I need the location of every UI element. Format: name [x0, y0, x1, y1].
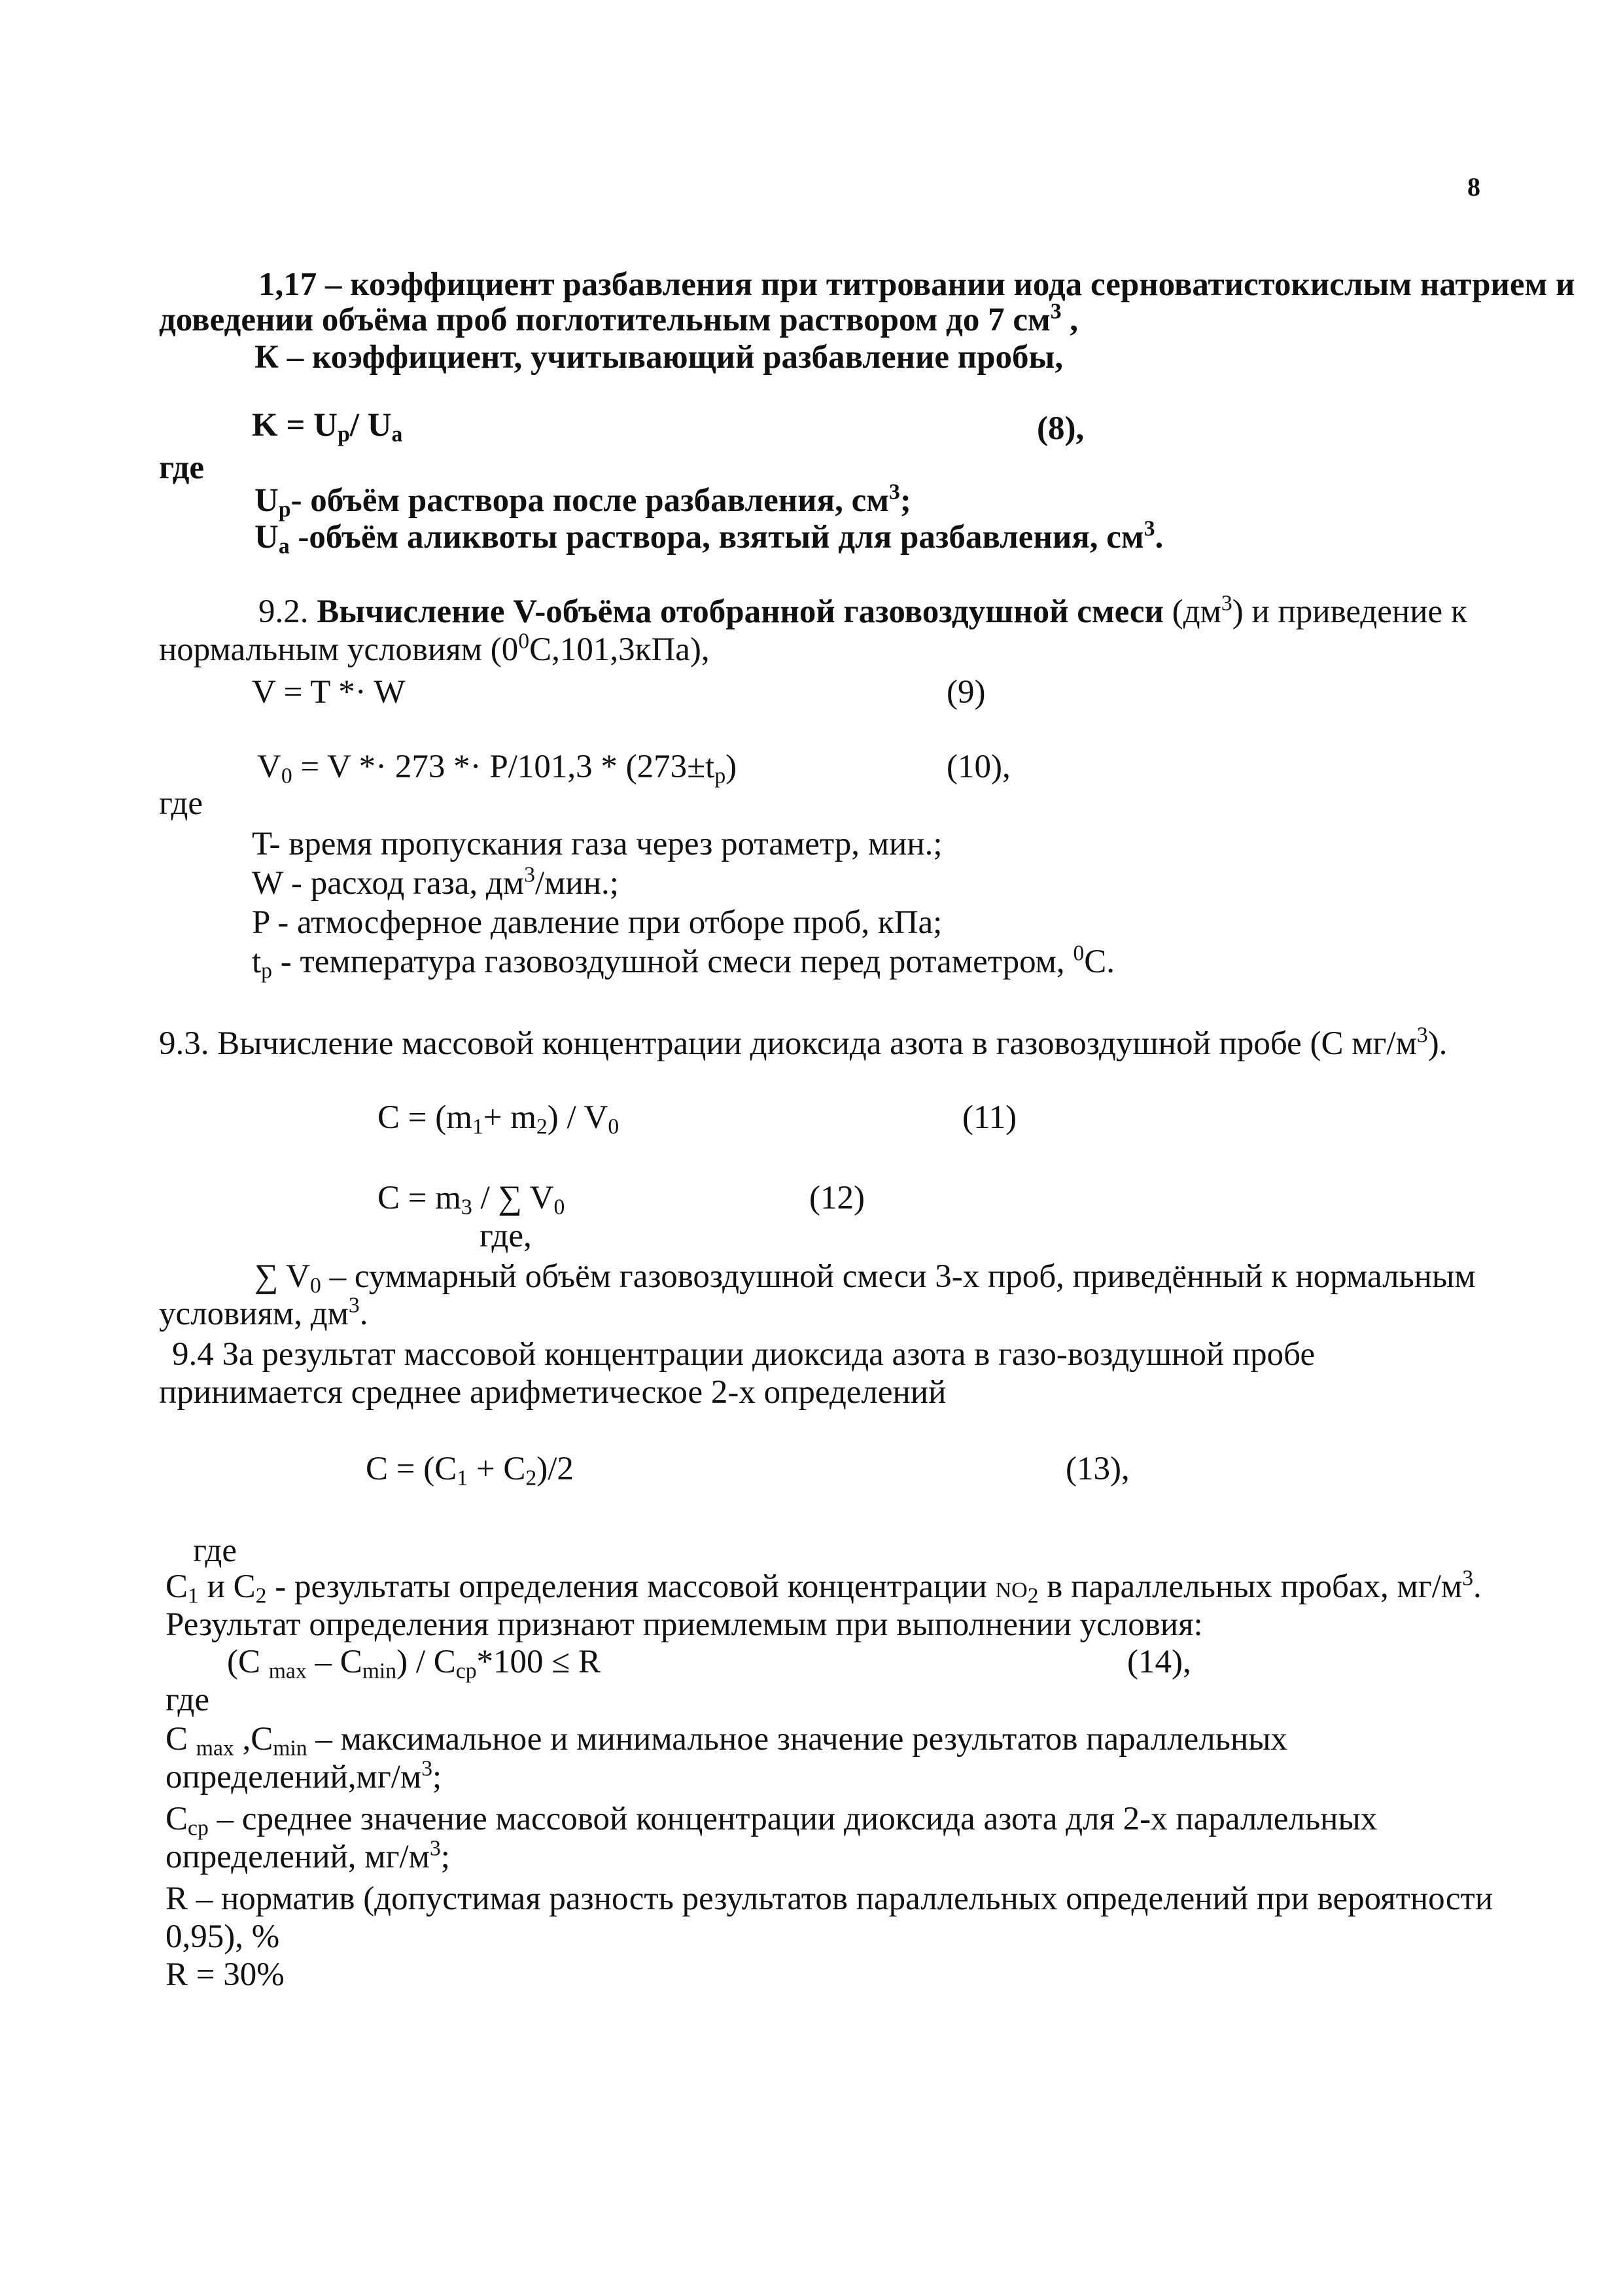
paragraph-line: Результат определения признают приемлемым при выполнении условия:	[166, 1606, 1203, 1643]
definition-tp: $t_p$ - температура газовоздушной смеси перед ротаметром, $^0$С.	[252, 941, 1115, 983]
formula-14: (C $_{max} - C_{min}) / C_{cp}*100 \le R$	[227, 1644, 601, 1684]
paragraph-line: 0,95), %	[166, 1918, 280, 1955]
definition-r: R – норматив (допустимая разность результатов параллельных определений при вероятности	[166, 1881, 1493, 1917]
formula-11-number: (11)	[962, 1099, 1017, 1136]
paragraph-line: принимается среднее арифметическое 2-х определений	[159, 1374, 947, 1411]
paragraph-line: $определений,мг/м^3$;	[166, 1756, 442, 1795]
formula-12: $C = m_3$ / ∑ $V_0$	[377, 1180, 565, 1220]
definition-ccp: $C_{cp}$ – среднее значение массовой концентрации диоксида азота для 2-х параллельных	[166, 1801, 1378, 1841]
page-number: 8	[1467, 172, 1480, 202]
section-9-3-heading: 9.3. Вычисление массовой концентрации диоксида азота в газовоздушной пробе (С $мг/м^3$).	[159, 1023, 1448, 1062]
formula-13: $C = (C_1 + C_2)/2$	[366, 1451, 574, 1491]
coefficient-k-definition: К – коэффициент, учитывающий разбавление пробы,	[254, 339, 1064, 376]
where-label: где,	[480, 1218, 532, 1254]
formula-9-number: (9)	[947, 674, 986, 711]
definition-sum-v0: ∑ $V_0$ – суммарный объём газовоздушной смеси 3-х проб, приведённый к нормальным	[254, 1258, 1476, 1298]
definition-ua: $U_a$ -объём аликвоты раствора, взятый для разбавления, $см^3$.	[254, 516, 1164, 559]
r-value: R = 30%	[166, 1956, 285, 1993]
definition-up: $U_p-$ объём раствора после разбавления, $см^3$;	[254, 480, 911, 522]
definition-p: P - атмосферное давление при отборе проб, кПа;	[252, 904, 943, 941]
formula-11: $C = (m_1+ m_2) / V_0$	[377, 1099, 620, 1139]
formula-10-number: (10),	[947, 749, 1011, 785]
definition-c1-c2: $C_1$ и $C_2$ - результаты определения массовой концентрации $NO_2$ в параллельных пробах, $мг/м^3$.	[166, 1566, 1482, 1608]
section-9-4-heading: 9.4 За результат массовой концентрации диоксида азота в газо-воздушной пробе	[172, 1336, 1316, 1373]
paragraph-line: нормальным условиям $(0^0С,101,3кПа)$,	[159, 629, 710, 668]
formula-13-number: (13),	[1066, 1451, 1130, 1487]
where-label: где	[159, 450, 205, 486]
formula-14-number: (14),	[1127, 1644, 1191, 1680]
section-9-2-heading: 9.2. Вычисление V-объёма отобранной газовоздушной смеси $(дм^3)$ и приведение к	[258, 591, 1467, 630]
definition-t: T- время пропускания газа через ротаметр, мин.;	[252, 826, 943, 862]
where-label: где	[166, 1682, 209, 1718]
where-label: где	[193, 1532, 237, 1569]
paragraph-line: 1,17 – коэффициент разбавления при титровании иода серноватистокислым натрием и	[258, 266, 1575, 303]
formula-10: $V_0 = V *\cdot 273 *\cdot P/101,3 * (273\pm t_p)$	[257, 749, 737, 788]
paragraph-line: определений, $мг/м^3$;	[166, 1836, 450, 1875]
formula-8-number: (8),	[1037, 410, 1085, 447]
formula-9: V = T *· W	[252, 674, 406, 711]
definition-w: W - расход газа, $дм^3$/мин.;	[252, 862, 619, 902]
where-label: где	[159, 785, 203, 822]
paragraph-line: доведении объёма проб поглотительным раствором до 7 $см^3$ ,	[159, 299, 1079, 338]
paragraph-line: условиям, $дм^3$.	[159, 1293, 368, 1332]
definition-cmax-cmin: C $_{max}$ $,C_{min}$ – максимальное и минимальное значение результатов параллельных	[166, 1721, 1287, 1761]
formula-8: $K = U_p/$ $U_a$	[252, 407, 403, 447]
formula-12-number: (12)	[809, 1180, 865, 1216]
